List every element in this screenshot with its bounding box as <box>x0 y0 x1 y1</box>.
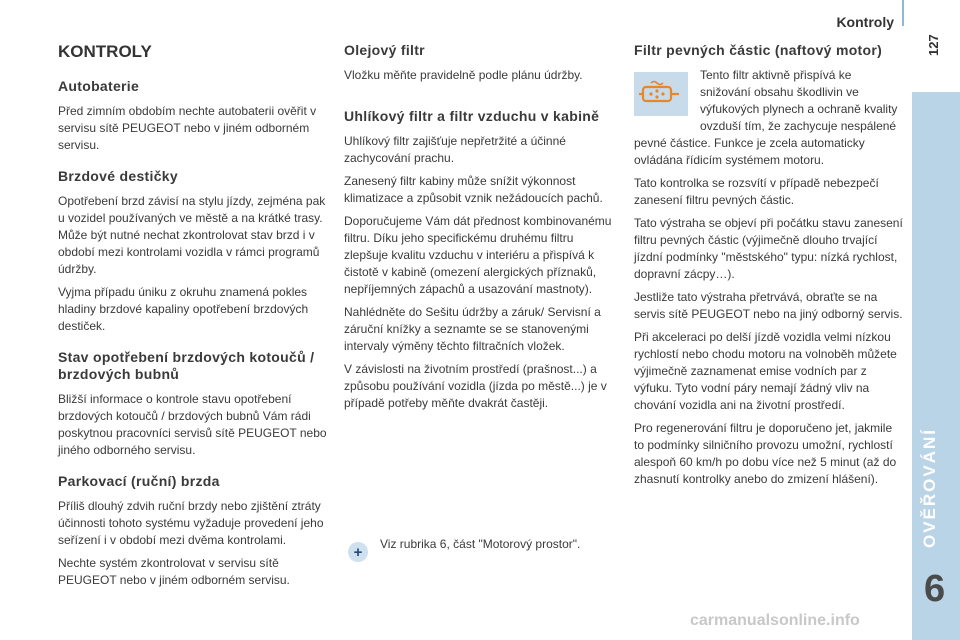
paragraph: Zanesený filtr kabiny může snížit výkonnost klimatizace a způsobit vznik nežádoucích pachů. <box>344 174 603 205</box>
section-title: Kontroly <box>836 14 894 30</box>
plus-icon: + <box>348 542 368 562</box>
page-number: 127 <box>926 34 941 56</box>
paragraph-intro: Tento filtr aktivně přispívá ke snižování obsahu škodlivin ve výfukových plynech a ochraně kvality ovzduší tím, že zachycuje nespálené pevné částice. Funkce je zcela automaticky ovládána řídicím systémem motoru. <box>634 68 898 167</box>
heading-oil-filter: Olejový filtr <box>344 42 425 58</box>
chapter-side-label: OVĚŘOVÁNÍ <box>920 427 939 548</box>
paragraph: Jestliže tato výstraha přetrvává, obraťte se na servis sítě PEUGEOT nebo na jiný odborný servis. <box>634 290 903 321</box>
column-right <box>634 40 904 494</box>
heading-brake-discs: Stav opotřebení brzdových kotoučů / brzdových bubnů <box>58 349 315 382</box>
paragraph: Nechte systém zkontrolovat v servisu sítě PEUGEOT nebo v jiném odborném servisu. <box>58 556 290 587</box>
paragraph: Před zimním obdobím nechte autobaterii ověřit v servisu sítě PEUGEOT nebo v jiném odborném servisu. <box>58 104 317 152</box>
paragraph: Při akceleraci po delší jízdě vozidla velmi nízkou rychlostí nebo chodu motoru na volnoběh můžete výjimečně zaznamenat emise vodních par z výfuku. Tyto vodní páry nemají žádný vliv na chování vozidla ani na životní prostředí. <box>634 330 897 412</box>
heading-parking-brake: Parkovací (ruční) brzda <box>58 473 220 489</box>
paragraph: Vyjma případu úniku z okruhu znamená pokles hladiny brzdové kapaliny opotřebení brzdových destiček. <box>58 285 309 333</box>
chapter-side-tab <box>912 92 960 640</box>
heading-cabin-filter: Uhlíkový filtr a filtr vzduchu v kabině <box>344 108 600 124</box>
watermark: carmanualsonline.info <box>690 612 860 629</box>
page-title: KONTROLY <box>58 42 152 61</box>
paragraph: Tato výstraha se objeví při počátku stavu zanesení filtru pevných částic (výjimečně dlouho trvající jízdní podmínky "městského" typu: nízká rychlost, dopravní zácpy…). <box>634 216 903 281</box>
chapter-number: 6 <box>924 568 946 610</box>
particle-filter-warning-icon <box>634 72 688 116</box>
heading-battery: Autobaterie <box>58 78 140 94</box>
paragraph: V závislosti na životním prostředí (prašnost...) a způsobu používání vozidla (jízda po městě...) je v případě potřeby měňte dvakrát častěji. <box>344 362 607 410</box>
heading-particle-filter: Filtr pevných částic (naftový motor) <box>634 42 883 58</box>
paragraph: Uhlíkový filtr zajišťuje nepřetržité a účinné zachycování prachu. <box>344 134 566 165</box>
paragraph: Tato kontrolka se rozsvítí v případě nebezpečí zanesení filtru pevných částic. <box>634 176 879 207</box>
header-divider <box>902 0 904 26</box>
paragraph: Příliš dlouhý zdvih ruční brzdy nebo zjištění ztráty účinnosti tohoto systému vyžaduje provedení jeho seřízení i v období mezi dvěma kontrolami. <box>58 499 324 547</box>
paragraph: Vložku měňte pravidelně podle plánu údržby. <box>344 68 583 82</box>
note-text: Viz rubrika 6, část "Motorový prostor". <box>380 537 581 551</box>
paragraph: Doporučujeme Vám dát přednost kombinovanému filtru. Díku jeho specifickému druhému filtru zlepšuje kvalitu vzduchu v interiéru a přispívá k čistotě v kabině (omezení alergických příznaků, nepříjemných zápachů a usazování mastnoty). <box>344 214 612 296</box>
column-left <box>58 40 328 595</box>
paragraph: Bližší informace o kontrole stavu opotřebení brzdových kotoučů / brzdových bubnů Vám rádi poskytnou pracovníci servisů sítě PEUGEOT nebo jiného odborného servisu. <box>58 392 327 457</box>
paragraph: Pro regenerování filtru je doporučeno jet, jakmile to podmínky silničního provozu umožní, rychlostí alespoň 60 km/h po dobu více než 5 minut (až do zhasnutí kontrolky anebo do zmizení hlášení). <box>634 421 897 486</box>
reference-note <box>344 536 619 562</box>
column-middle <box>344 40 619 418</box>
paragraph: Nahlédněte do Sešitu údržby a záruk/ Servisní a záruční knížky a seznamte se se stanovenými intervaly výměny těchto filtračních vložek. <box>344 305 601 353</box>
paragraph: Opotřebení brzd závisí na stylu jízdy, zejména pak u vozidel používaných ve městě a na krátké trasy. Může být nutné nechat zkontrolovat stav brzd i v období mezi kontrolami vozidla v rámci programů údržby. <box>58 194 326 276</box>
heading-brake-pads: Brzdové destičky <box>58 168 178 184</box>
